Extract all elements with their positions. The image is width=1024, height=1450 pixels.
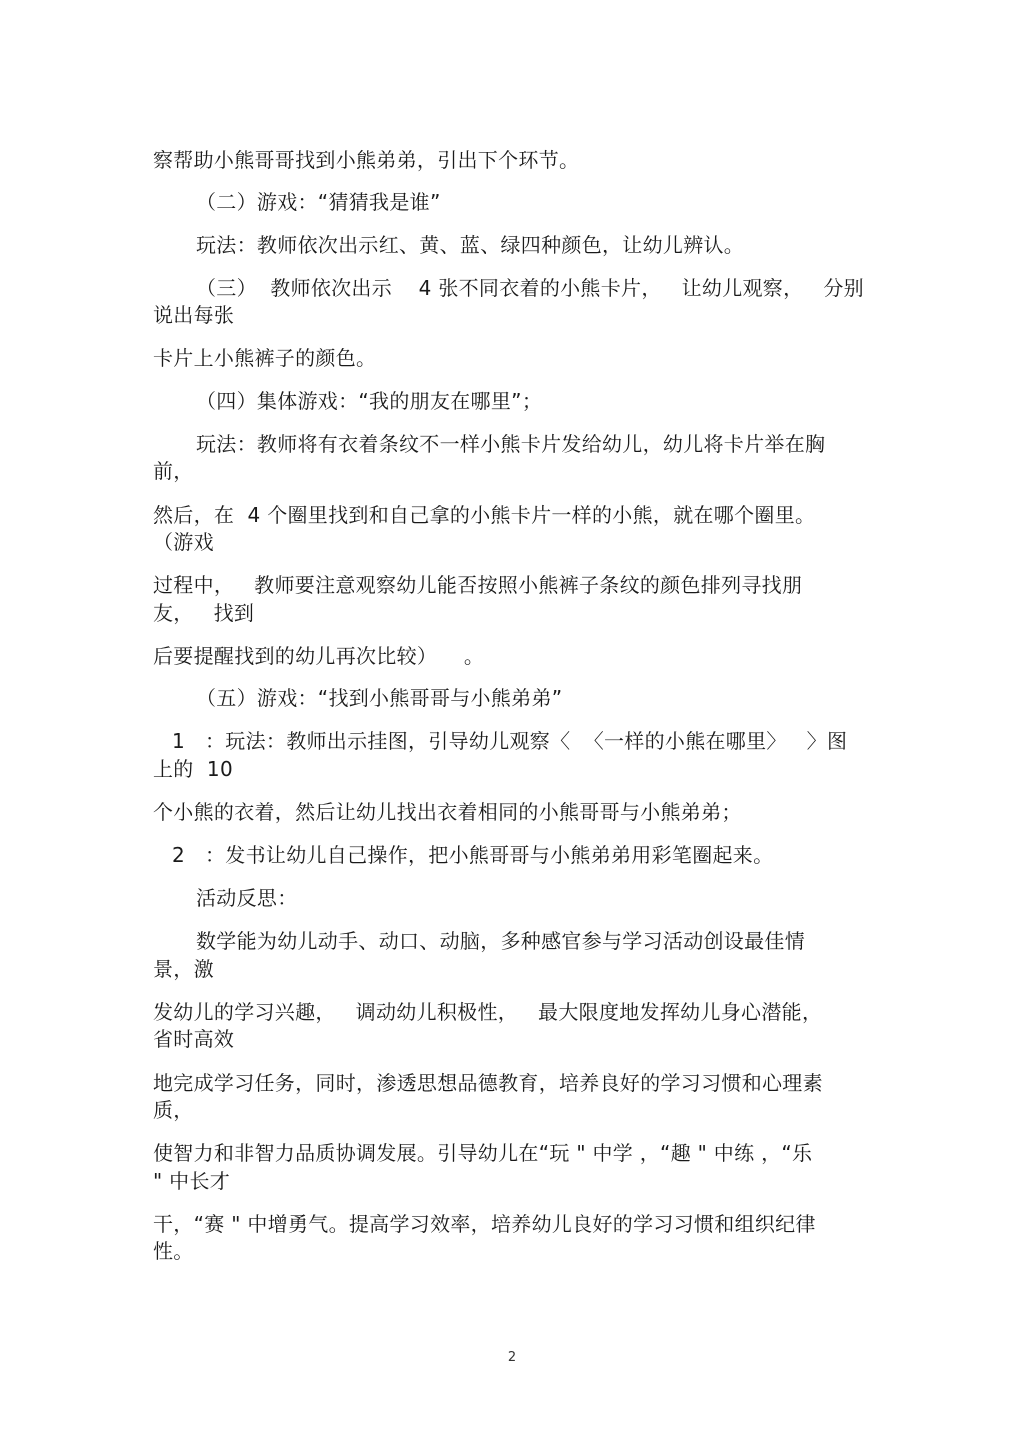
text-line: （游戏	[153, 530, 214, 554]
text-line: 然后，在 4 个圈里找到和自己拿的小熊卡片一样的小熊，就在哪个圈里。	[153, 503, 816, 527]
text-line: 个小熊的衣着，然后让幼儿找出衣着相同的小熊哥哥与小熊弟弟；	[153, 800, 742, 824]
text-line: 友， 找到	[153, 601, 255, 625]
text-line: 数学能为幼儿动手、动口、动脑，多种感官参与学习活动创设最佳情	[196, 929, 805, 953]
text-line: 景，激	[153, 957, 214, 981]
text-line: 后要提醒找到的幼儿再次比较） 。	[153, 644, 485, 668]
text-line: 察帮助小熊哥哥找到小熊弟弟，引出下个环节。	[153, 148, 580, 172]
text-line: 过程中， 教师要注意观察幼儿能否按照小熊裤子条纹的颜色排列寻找朋	[153, 573, 803, 597]
text-line: " 中长才	[153, 1169, 231, 1193]
section-heading: 活动反思：	[196, 886, 298, 910]
section-heading: （五）游戏：“找到小熊哥哥与小熊弟弟”	[196, 686, 563, 710]
text-line: 卡片上小熊裤子的颜色。	[153, 346, 377, 370]
text-line: 使智力和非智力品质协调发展。引导幼儿在“玩 " 中学 ，“趣 " 中练 ，“乐	[153, 1141, 813, 1165]
text-line: 玩法：教师依次出示红、黄、蓝、绿四种颜色，让幼儿辨认。	[196, 233, 745, 257]
text-line: 前，	[153, 459, 194, 483]
text-line: 干，“赛 " 中增勇气。提高学习效率，培养幼儿良好的学习习惯和组织纪律	[153, 1212, 816, 1236]
text-line: 省时高效	[153, 1027, 235, 1051]
text-line: 地完成学习任务，同时，渗透思想品德教育，培养良好的学习习惯和心理素	[153, 1071, 823, 1095]
text-line: 1 ：玩法：教师出示挂图，引导幼儿观察〈 〈一样的小熊在哪里〉 〉图	[172, 729, 848, 753]
text-line: 质，	[153, 1098, 194, 1122]
section-heading: （四）集体游戏：“我的朋友在哪里”；	[196, 389, 543, 413]
page-number: 2	[507, 1350, 517, 1365]
section-heading: （二）游戏：“猜猜我是谁”	[196, 190, 441, 214]
text-line: 发幼儿的学习兴趣， 调动幼儿积极性， 最大限度地发挥幼儿身心潜能，	[153, 1000, 823, 1024]
text-line: 上的 10	[153, 757, 233, 781]
text-line: 性。	[153, 1239, 194, 1263]
text-line: 玩法：教师将有衣着条纹不一样小熊卡片发给幼儿，幼儿将卡片举在胸	[196, 432, 826, 456]
section-heading: （三） 教师依次出示 4 张不同衣着的小熊卡片， 让幼儿观察， 分别	[196, 276, 864, 300]
text-line: 2 ：发书让幼儿自己操作，把小熊哥哥与小熊弟弟用彩笔圈起来。	[172, 843, 774, 867]
text-line: 说出每张	[153, 303, 235, 327]
